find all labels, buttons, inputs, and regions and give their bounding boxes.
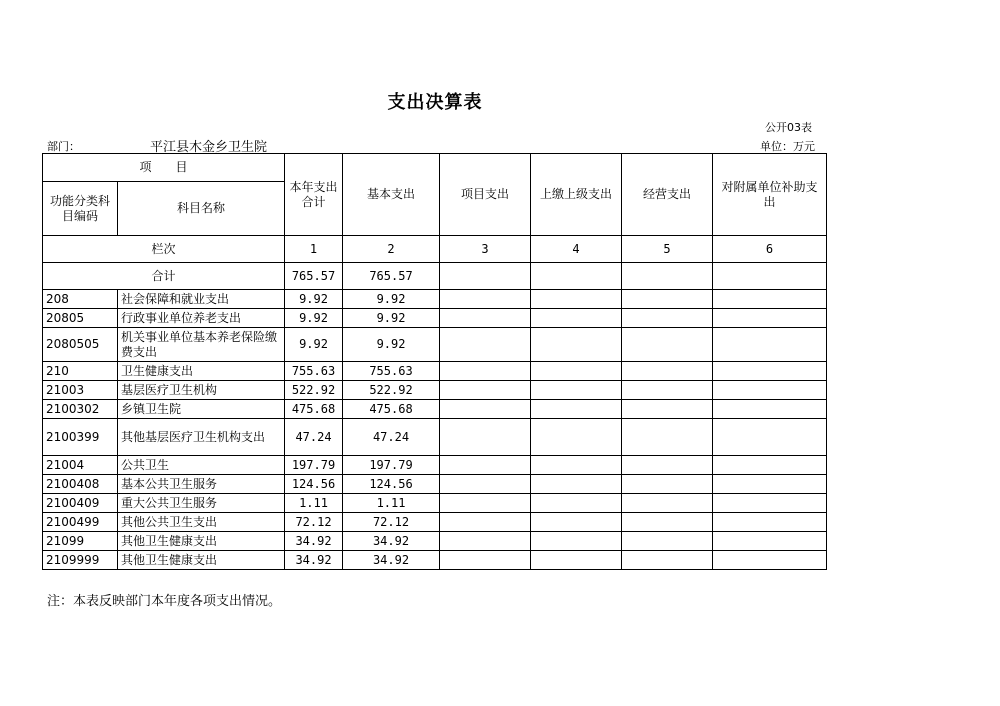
index-col: 4 xyxy=(531,236,622,263)
table-row xyxy=(43,381,827,400)
row-basic: 47.24 xyxy=(343,419,440,456)
header-total: 本年支出合计 xyxy=(285,154,343,236)
row-total: 34.92 xyxy=(285,532,343,551)
index-col: 1 xyxy=(285,236,343,263)
row-total: 124.56 xyxy=(285,475,343,494)
header-func-code: 功能分类科目编码 xyxy=(43,182,118,236)
empty-cell xyxy=(531,456,622,475)
header-upper: 上缴上级支出 xyxy=(531,154,622,236)
empty-cell xyxy=(713,328,827,362)
row-code: 2109999 xyxy=(43,551,118,570)
row-code: 2100409 xyxy=(43,494,118,513)
table-row xyxy=(43,456,827,475)
table-row xyxy=(43,419,827,456)
row-total: 47.24 xyxy=(285,419,343,456)
table-row xyxy=(43,309,827,328)
row-name: 基本公共卫生服务 xyxy=(118,475,285,494)
row-name: 其他卫生健康支出 xyxy=(118,532,285,551)
empty-cell xyxy=(440,381,531,400)
row-name: 乡镇卫生院 xyxy=(118,400,285,419)
empty-cell xyxy=(531,532,622,551)
footnote: 注：本表反映部门本年度各项支出情况。 xyxy=(47,594,282,609)
empty-cell xyxy=(531,475,622,494)
row-code: 21099 xyxy=(43,532,118,551)
empty-cell xyxy=(440,400,531,419)
empty-cell xyxy=(622,290,713,309)
total-basic: 765.57 xyxy=(343,263,440,290)
row-name: 卫生健康支出 xyxy=(118,362,285,381)
total-amount: 765.57 xyxy=(285,263,343,290)
row-name: 基层医疗卫生机构 xyxy=(118,381,285,400)
row-total: 9.92 xyxy=(285,309,343,328)
empty-cell xyxy=(440,513,531,532)
table-row xyxy=(43,290,827,309)
empty-cell xyxy=(440,290,531,309)
row-basic: 9.92 xyxy=(343,328,440,362)
row-basic: 9.92 xyxy=(343,290,440,309)
empty-cell xyxy=(440,362,531,381)
row-total: 475.68 xyxy=(285,400,343,419)
row-total: 1.11 xyxy=(285,494,343,513)
header-business: 经营支出 xyxy=(622,154,713,236)
row-basic: 9.92 xyxy=(343,309,440,328)
row-code: 20805 xyxy=(43,309,118,328)
row-name: 社会保障和就业支出 xyxy=(118,290,285,309)
empty-cell xyxy=(713,400,827,419)
empty-cell xyxy=(440,494,531,513)
table-row xyxy=(43,494,827,513)
empty-cell xyxy=(531,419,622,456)
empty-cell xyxy=(622,551,713,570)
department-name: 平江县木金乡卫生院 xyxy=(150,140,268,155)
empty-cell xyxy=(622,494,713,513)
row-name: 公共卫生 xyxy=(118,456,285,475)
row-basic: 197.79 xyxy=(343,456,440,475)
empty-cell xyxy=(622,456,713,475)
empty-cell xyxy=(531,309,622,328)
row-name: 其他卫生健康支出 xyxy=(118,551,285,570)
table-row xyxy=(43,400,827,419)
row-total: 9.92 xyxy=(285,328,343,362)
header-subsidiary: 对附属单位补助支出 xyxy=(713,154,827,236)
table-number: 公开03表 xyxy=(765,121,812,134)
empty-cell xyxy=(531,494,622,513)
empty-cell xyxy=(440,328,531,362)
empty-cell xyxy=(622,475,713,494)
row-code: 2100302 xyxy=(43,400,118,419)
empty-cell xyxy=(440,551,531,570)
row-name: 重大公共卫生服务 xyxy=(118,494,285,513)
empty-cell xyxy=(713,532,827,551)
empty-cell xyxy=(713,419,827,456)
row-total: 755.63 xyxy=(285,362,343,381)
row-code: 21003 xyxy=(43,381,118,400)
empty-cell xyxy=(440,532,531,551)
row-basic: 34.92 xyxy=(343,551,440,570)
empty-cell xyxy=(440,456,531,475)
table-row xyxy=(43,328,827,362)
empty-cell xyxy=(531,290,622,309)
empty-cell xyxy=(622,328,713,362)
table-row xyxy=(43,532,827,551)
empty-cell xyxy=(531,513,622,532)
empty-cell xyxy=(713,362,827,381)
row-name: 机关事业单位基本养老保险缴费支出 xyxy=(118,328,285,362)
row-code: 2100399 xyxy=(43,419,118,456)
row-basic: 124.56 xyxy=(343,475,440,494)
empty-cell xyxy=(531,551,622,570)
table-row xyxy=(43,475,827,494)
row-name: 行政事业单位养老支出 xyxy=(118,309,285,328)
row-code: 2080505 xyxy=(43,328,118,362)
empty-cell xyxy=(713,475,827,494)
empty-cell xyxy=(713,551,827,570)
index-col: 2 xyxy=(343,236,440,263)
row-code: 21004 xyxy=(43,456,118,475)
empty-cell xyxy=(440,309,531,328)
row-total: 9.92 xyxy=(285,290,343,309)
department-label: 部门： xyxy=(47,140,80,153)
empty-cell xyxy=(713,381,827,400)
empty-cell xyxy=(713,513,827,532)
empty-cell xyxy=(531,362,622,381)
row-total: 522.92 xyxy=(285,381,343,400)
total-row xyxy=(43,263,827,290)
empty-cell xyxy=(622,400,713,419)
table-row xyxy=(43,362,827,381)
empty-cell xyxy=(440,419,531,456)
row-basic: 522.92 xyxy=(343,381,440,400)
empty-cell xyxy=(713,290,827,309)
header-subject-name: 科目名称 xyxy=(118,182,285,236)
index-col: 5 xyxy=(622,236,713,263)
table-row xyxy=(43,551,827,570)
index-col: 3 xyxy=(440,236,531,263)
empty-cell xyxy=(531,328,622,362)
row-code: 208 xyxy=(43,290,118,309)
row-basic: 72.12 xyxy=(343,513,440,532)
empty-cell xyxy=(622,513,713,532)
row-basic: 1.11 xyxy=(343,494,440,513)
empty-cell xyxy=(622,532,713,551)
header-basic: 基本支出 xyxy=(343,154,440,236)
total-label: 合计 xyxy=(43,263,285,290)
empty-cell xyxy=(440,475,531,494)
header-item: 项 目 xyxy=(43,154,285,182)
row-basic: 34.92 xyxy=(343,532,440,551)
empty-cell xyxy=(713,456,827,475)
empty-cell xyxy=(713,309,827,328)
expenditure-table xyxy=(42,153,827,570)
row-code: 210 xyxy=(43,362,118,381)
page-title: 支出决算表 xyxy=(387,92,483,113)
row-basic: 475.68 xyxy=(343,400,440,419)
row-code: 2100408 xyxy=(43,475,118,494)
row-total: 197.79 xyxy=(285,456,343,475)
index-label: 栏次 xyxy=(43,236,285,263)
row-name: 其他公共卫生支出 xyxy=(118,513,285,532)
row-basic: 755.63 xyxy=(343,362,440,381)
empty-cell xyxy=(622,309,713,328)
empty-cell xyxy=(622,419,713,456)
row-total: 34.92 xyxy=(285,551,343,570)
row-total: 72.12 xyxy=(285,513,343,532)
row-name: 其他基层医疗卫生机构支出 xyxy=(118,419,285,456)
row-code: 2100499 xyxy=(43,513,118,532)
empty-cell xyxy=(622,362,713,381)
index-row xyxy=(43,236,827,263)
header-project: 项目支出 xyxy=(440,154,531,236)
empty-cell xyxy=(531,381,622,400)
empty-cell xyxy=(622,381,713,400)
empty-cell xyxy=(531,400,622,419)
empty-cell xyxy=(713,494,827,513)
table-row xyxy=(43,513,827,532)
index-col: 6 xyxy=(713,236,827,263)
unit-label: 单位：万元 xyxy=(760,140,815,153)
